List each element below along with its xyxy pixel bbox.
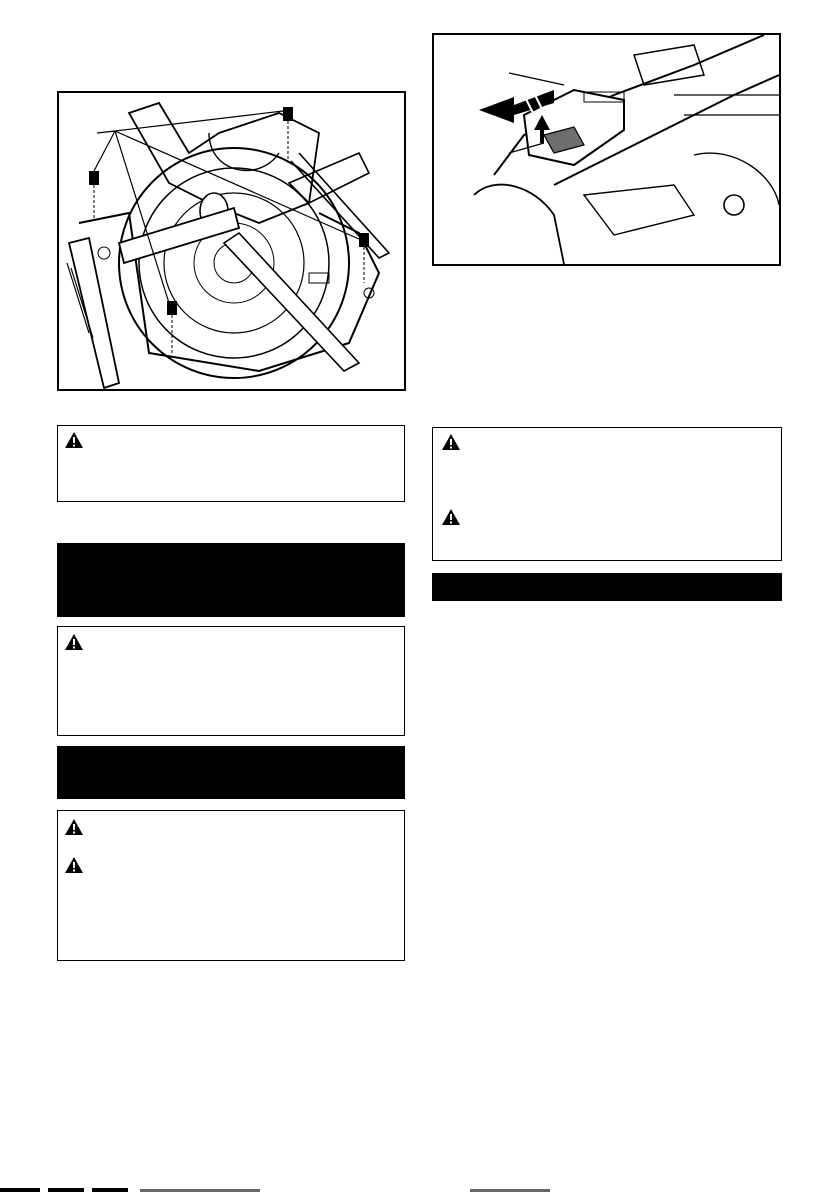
warning-box-4 (432, 427, 782, 561)
warning-triangle-icon (64, 431, 84, 449)
screw-icon (359, 233, 369, 283)
warning-triangle-icon (64, 856, 84, 874)
warning-triangle-icon (64, 633, 84, 651)
screw-icon (167, 301, 177, 355)
warning-triangle-icon (64, 818, 84, 836)
screw-icon (283, 107, 293, 163)
warning-triangle-icon (441, 508, 461, 526)
page-bottom-edge (0, 1186, 840, 1192)
section-header-bar-1 (57, 543, 405, 617)
warning-box-3 (57, 810, 405, 961)
miter-saw-illustration (59, 93, 404, 389)
battery-illustration (434, 35, 779, 264)
screw-icon (89, 171, 99, 218)
warning-box-1 (57, 425, 405, 502)
figure-mounting-screws (57, 91, 406, 391)
warning-box-2 (57, 626, 405, 736)
section-header-bar-2 (57, 746, 405, 799)
section-header-bar-3 (432, 573, 782, 601)
warning-triangle-icon (441, 433, 461, 451)
figure-battery-install (432, 33, 781, 266)
